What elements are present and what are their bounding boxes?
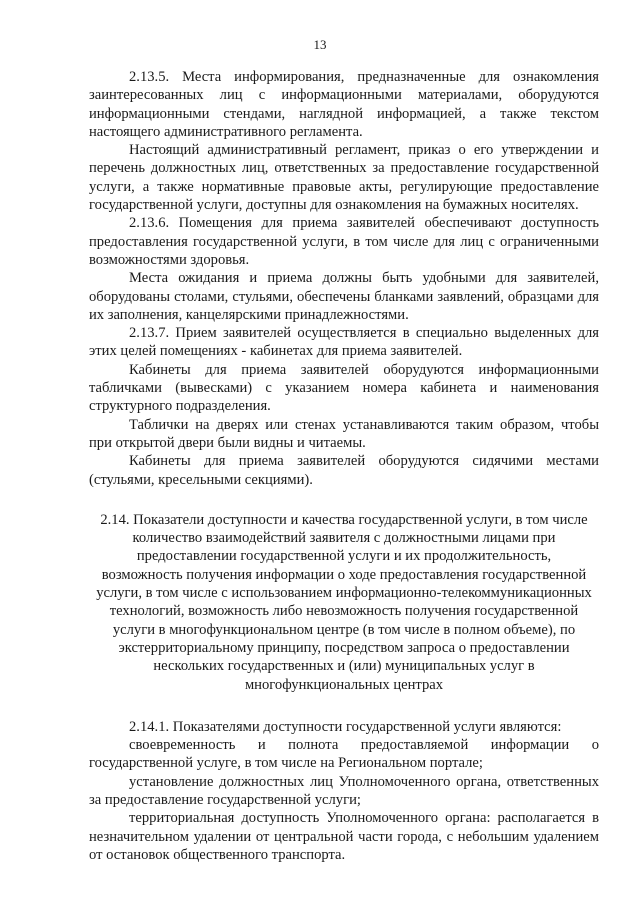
paragraph-door-plates: Таблички на дверях или стенах устанавливаются таким образом, чтобы при открытой двери были видны и читаемы. [89,416,599,451]
paragraph-office-signs: Кабинеты для приема заявителей оборудуются информационными табличками (вывесками) с указанием номера кабинета и наименования структурного подразделения. [89,361,599,415]
paragraph-timeliness: своевременность и полнота предоставляемой информации о государственной услуге, в том числе на Региональном портале; [89,737,599,772]
page-number: 13 [313,37,327,52]
paragraph-2-13-5: 2.13.5. Места информирования, предназначенные для ознакомления заинтересованных лиц с информационными материалами, оборудуются информационными стендами, наглядной информацией, а также текстом настоящего административного регламента. [89,69,599,140]
paragraph-territorial-access: территориальная доступность Уполномоченного органа: располагается в незначительном удалении от центральной части города, с небольшим удалением от остановок общественного транспорта. [89,810,599,863]
paragraph-2-13-6: 2.13.6. Помещения для приема заявителей обеспечивают доступность предоставления государственной услуги, в том числе для лиц с ограниченными возможностями здоровья. [89,215,599,268]
paragraph-office-seating: Кабинеты для приема заявителей оборудуются сидячими местами (стульями, кресельными секциями). [89,453,599,488]
paragraph-2-13-7: 2.13.7. Прием заявителей осуществляется в специально выделенных для этих целей помещениях - кабинетах для приема заявителей. [89,325,599,360]
paragraph-regulation-availability: Настоящий административный регламент, приказ о его утверждении и перечень должностных лиц, ответственных за предоставление государственной услуги, а также нормативные правовые акты, регулирующие предоставление государственной услуги, доступны для ознакомления на бумажных носителях. [89,142,599,214]
document-body [89,68,599,864]
paragraph-2-14-1: 2.14.1. Показателями доступности государственной услуги являются: [129,718,562,735]
paragraph-officials: установление должностных лиц Уполномоченного органа, ответственных за предоставление государственной услуги; [89,773,599,808]
paragraph-waiting-areas: Места ожидания и приема должны быть удобными для заявителей, оборудованы столами, стульями, обеспечены бланками заявлений, образцами для их заполнения, канцелярскими принадлежностями. [89,270,599,323]
section-heading-2-14: 2.14. Показатели доступности и качества государственной услуги, в том числе количество взаимодействий заявителя с должностными лицами при предоставлении государственной услуги и их продолжительность, возможность получения информации о ходе предоставления государственной услуги, в том числе с использованием информационно-телекоммуникационных технологий, возможность либо невозможность получения государственной услуги в многофункциональном центре (в том числе в полном объеме), по экстерриториальному принципу, посредством запроса о предоставлении нескольких государственных и (или) муниципальных услуг в многофункциональных центрах [96,511,592,693]
